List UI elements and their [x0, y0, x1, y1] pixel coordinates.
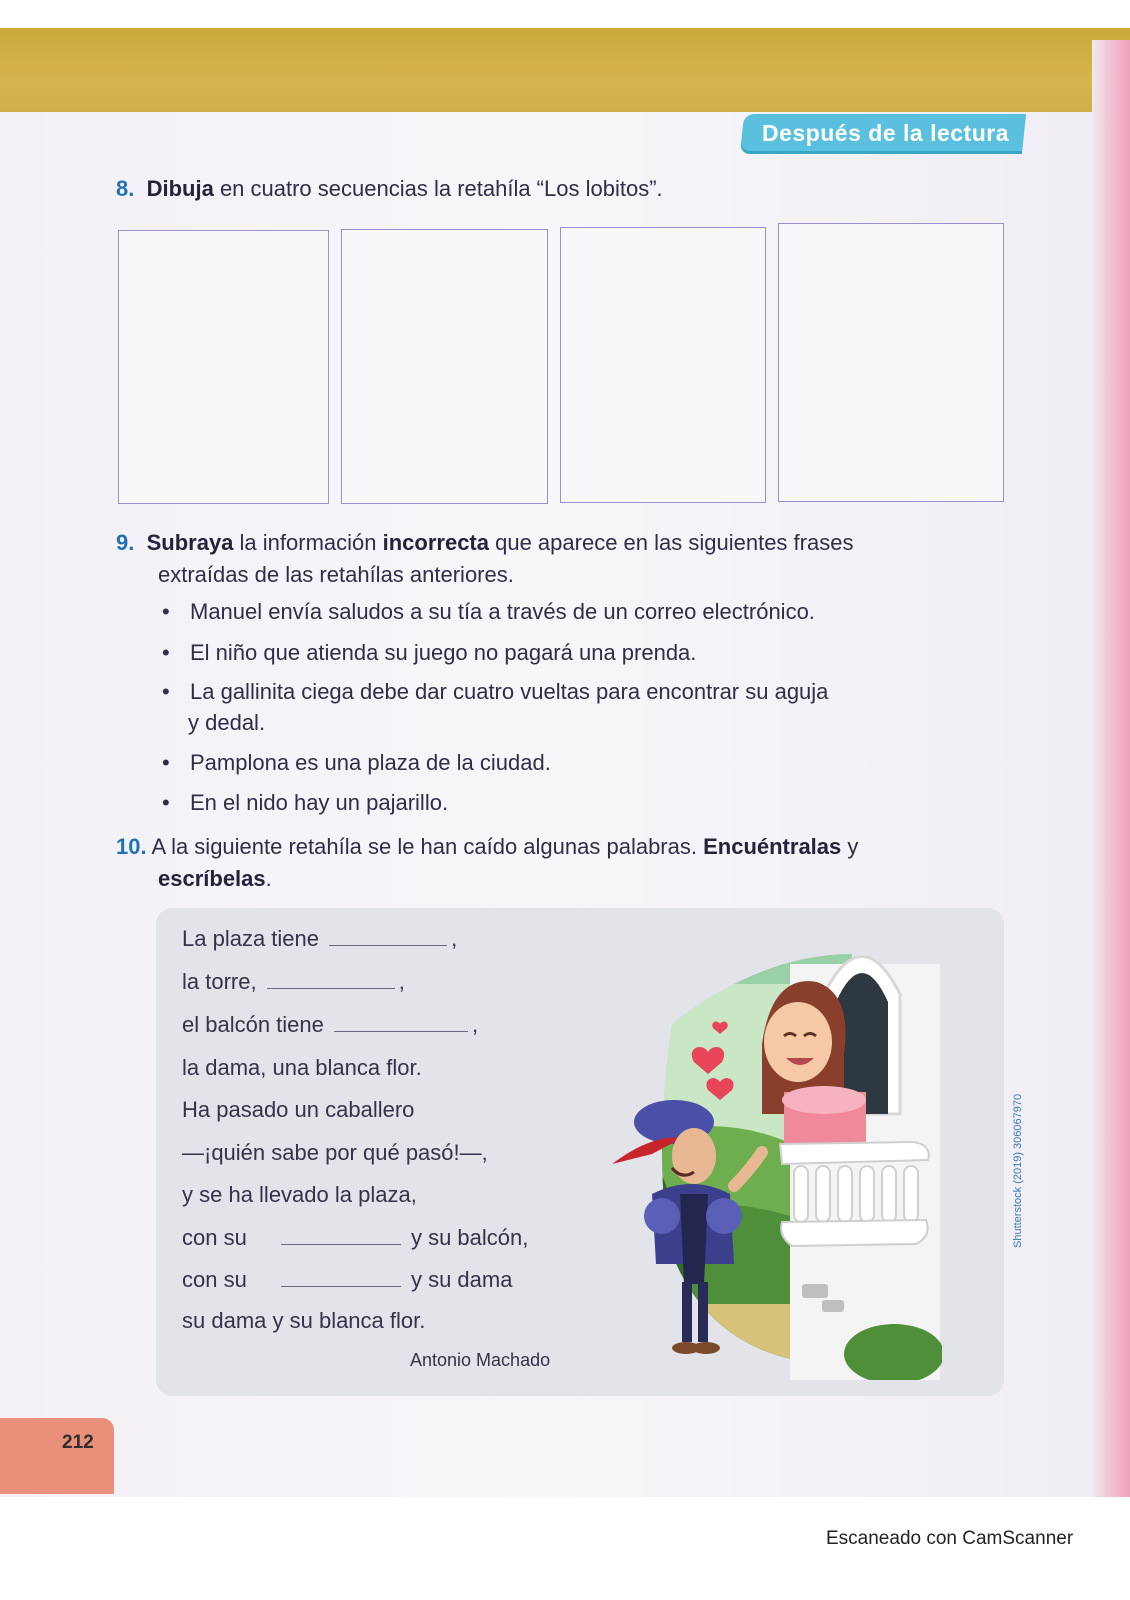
- question-text: en cuatro secuencias la retahíla “Los lobitos”.: [213, 176, 663, 201]
- poem-line-10: su dama y su blanca flor.: [182, 1308, 426, 1333]
- question-10-line-2: escríbelas.: [158, 866, 272, 891]
- drawing-box-2[interactable]: [341, 229, 548, 504]
- list-item-continuation[interactable]: y dedal.: [188, 710, 266, 735]
- list-item[interactable]: • Pamplona es una plaza de la ciudad.: [162, 746, 551, 779]
- poem-line-3: el balcón tiene ,: [182, 1012, 479, 1037]
- poem-line-8: con su y su balcón,: [182, 1225, 529, 1250]
- instruction-verb: Encuéntralas: [703, 834, 842, 859]
- instruction-verb: escríbelas: [158, 866, 266, 891]
- drawing-box-4[interactable]: [778, 223, 1004, 502]
- question-number: 9.: [116, 530, 135, 555]
- question-8: [116, 172, 663, 205]
- question-text: y: [841, 834, 859, 859]
- question-text: que aparece en las siguientes frases: [489, 530, 854, 555]
- book-top-band: [0, 28, 1130, 120]
- poem-author: Antonio Machado: [410, 1350, 551, 1370]
- question-number: 8.: [116, 176, 135, 201]
- poem-line-7: y se ha llevado la plaza,: [182, 1182, 417, 1207]
- poem-line-6: —¡quién sabe por qué pasó!—,: [182, 1140, 488, 1165]
- poem-line-5: Ha pasado un caballero: [182, 1097, 415, 1122]
- list-item[interactable]: • El niño que atienda su juego no pagará una prenda.: [162, 636, 696, 669]
- list-item[interactable]: • Manuel envía saludos a su tía a través de un correo electrónico.: [162, 595, 815, 628]
- scanner-watermark: Escaneado con CamScanner: [826, 1528, 1074, 1549]
- blank-field[interactable]: [334, 1030, 468, 1032]
- page-number-tab: [0, 1418, 114, 1494]
- drawing-box-3[interactable]: [560, 227, 766, 503]
- question-text: la información: [233, 530, 383, 555]
- image-credit: Shutterstock (2019) 306067970: [1012, 1093, 1024, 1248]
- emphasis-word: incorrecta: [382, 530, 489, 555]
- poem-line-1: La plaza tiene ,: [182, 926, 458, 951]
- question-number: 10.: [116, 834, 147, 859]
- question-9: [116, 526, 853, 559]
- blank-field[interactable]: [267, 987, 395, 989]
- list-item[interactable]: • En el nido hay un pajarillo.: [162, 786, 448, 819]
- instruction-verb: Dibuja: [146, 176, 214, 201]
- instruction-verb: Subraya: [146, 530, 234, 555]
- knight-and-lady-illustration: [612, 924, 942, 1380]
- poem-line-9: con su y su dama: [182, 1267, 513, 1292]
- blank-field[interactable]: [329, 944, 447, 946]
- page-number: 212: [62, 1432, 94, 1453]
- question-10: [116, 830, 858, 863]
- question-9-line-2: extraídas de las retahílas anteriores.: [158, 562, 514, 587]
- drawing-box-1[interactable]: [118, 230, 329, 504]
- section-tab-label: Después de la lectura: [762, 120, 1009, 146]
- poem-line-4: la dama, una blanca flor.: [182, 1055, 422, 1080]
- question-text: A la siguiente retahíla se le han caído algunas palabras.: [146, 834, 704, 859]
- list-item[interactable]: • La gallinita ciega debe dar cuatro vueltas para encontrar su aguja: [162, 675, 828, 708]
- blank-field[interactable]: [281, 1285, 401, 1287]
- poem-line-2: la torre, ,: [182, 969, 405, 994]
- page-edge: [1092, 40, 1130, 1500]
- blank-field[interactable]: [281, 1243, 401, 1245]
